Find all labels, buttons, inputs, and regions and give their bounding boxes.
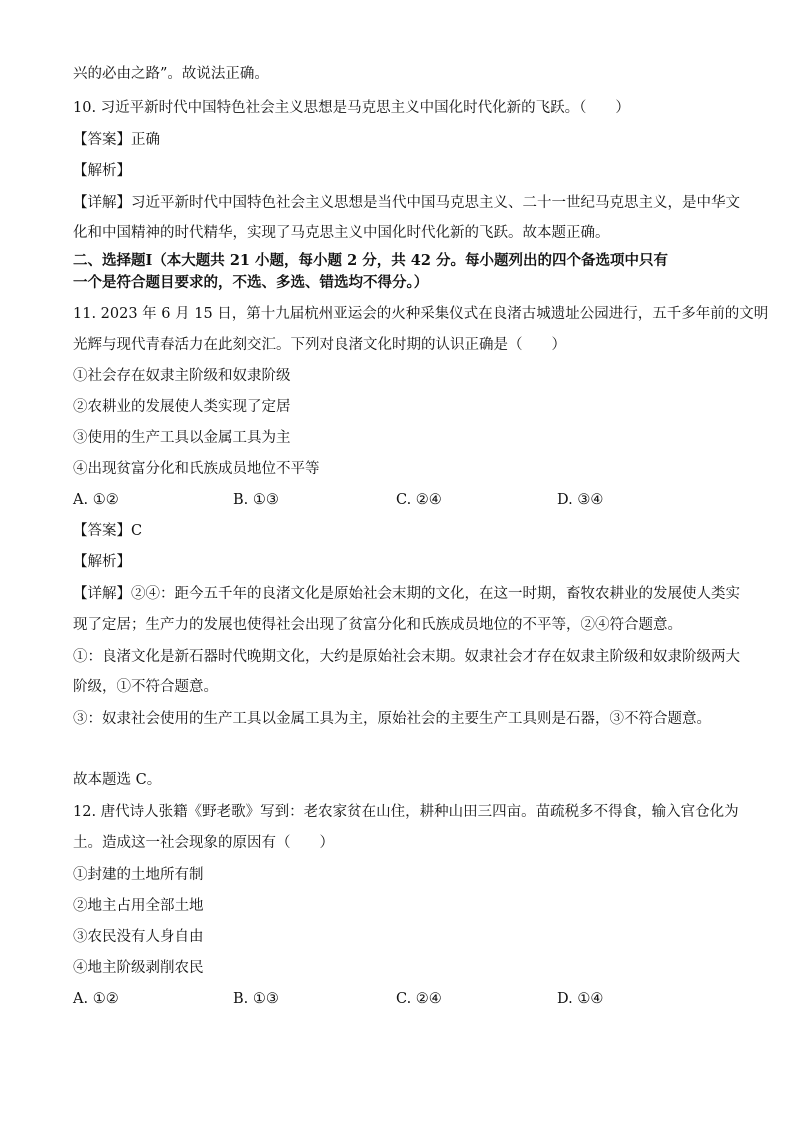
q11-detail-line: 阶级，①不符合题意。 xyxy=(73,679,218,695)
q11-stem: 11. 2023 年 6 月 15 日，第十九届杭州亚运会的火种采集仪式在良渚古城遗址公园进行，五千多年前的文明 xyxy=(73,306,769,322)
q11-option-b: B. ①③ xyxy=(233,492,279,508)
q11-stem: 光辉与现代青春活力在此刻交汇。下列对良渚文化时期的认识正确是（ ） xyxy=(73,337,566,353)
q12-item: ④地主阶级剥削农民 xyxy=(73,960,204,976)
q12-item: ③农民没有人身自由 xyxy=(73,929,204,945)
q12-item: ②地主占用全部土地 xyxy=(73,898,204,914)
q11-option-d: D. ③④ xyxy=(557,492,604,508)
q10-answer: 【答案】正确 xyxy=(73,132,160,148)
section-heading: 一个是符合题目要求的，不选、多选、错选均不得分。） xyxy=(73,274,429,291)
q11-item: ②农耕业的发展使人类实现了定居 xyxy=(73,399,291,415)
q11-detail-line: ③：奴隶社会使用的生产工具以金属工具为主，原始社会的主要生产工具则是石器，③不符合题意。 xyxy=(73,711,711,727)
q10-analysis-label: 【解析】 xyxy=(73,163,131,179)
q11-detail-line: 现了定居；生产力的发展也使得社会出现了贫富分化和氏族成员地位的不平等，②④符合题意。 xyxy=(73,617,682,633)
q11-option-a: A. ①② xyxy=(73,492,119,508)
q12-option-b: B. ①③ xyxy=(233,991,279,1007)
q11-item: ④出现贫富分化和氏族成员地位不平等 xyxy=(73,461,320,477)
q12-option-d: D. ①④ xyxy=(557,991,604,1007)
q11-detail-line: 【详解】②④：距今五千年的良渚文化是原始社会末期的文化，在这一时期，畜牧农耕业的发展使人类实 xyxy=(73,586,740,602)
q11-analysis-label: 【解析】 xyxy=(73,554,131,570)
q11-item: ①社会存在奴隶主阶级和奴隶阶级 xyxy=(73,368,291,384)
q11-answer: 【答案】C xyxy=(73,523,143,539)
q12-stem: 12. 唐代诗人张籍《野老歌》写到：老农家贫在山住，耕种山田三四亩。苗疏税多不得食，输入官仓化为 xyxy=(73,804,739,820)
q11-conclusion: 故本题选 C。 xyxy=(73,772,162,788)
section-heading: 二、选择题Ⅰ（本大题共 21 小题，每小题 2 分，共 42 分。每小题列出的四个备选项中只有 xyxy=(73,252,669,269)
continued-text: 兴的必由之路”。故说法正确。 xyxy=(73,66,269,82)
q10-detail-line: 【详解】习近平新时代中国特色社会主义思想是当代中国马克思主义、二十一世纪马克思主义，是中华文 xyxy=(73,195,740,211)
q11-item: ③使用的生产工具以金属工具为主 xyxy=(73,430,291,446)
q12-option-a: A. ①② xyxy=(73,991,119,1007)
q12-stem: 土。造成这一社会现象的原因有（ ） xyxy=(73,835,334,851)
q12-option-c: C. ②④ xyxy=(396,991,442,1007)
q10-stem: 10. 习近平新时代中国特色社会主义思想是马克思主义中国化时代化新的飞跃。（ ） xyxy=(73,100,630,116)
q12-item: ①封建的土地所有制 xyxy=(73,867,204,883)
q10-detail-line: 化和中国精神的时代精华，实现了马克思主义中国化时代化新的飞跃。故本题正确。 xyxy=(73,225,610,241)
q11-option-c: C. ②④ xyxy=(396,492,442,508)
q11-detail-line: ①：良渚文化是新石器时代晚期文化，大约是原始社会末期。奴隶社会才存在奴隶主阶级和奴隶阶级两大 xyxy=(73,649,740,665)
